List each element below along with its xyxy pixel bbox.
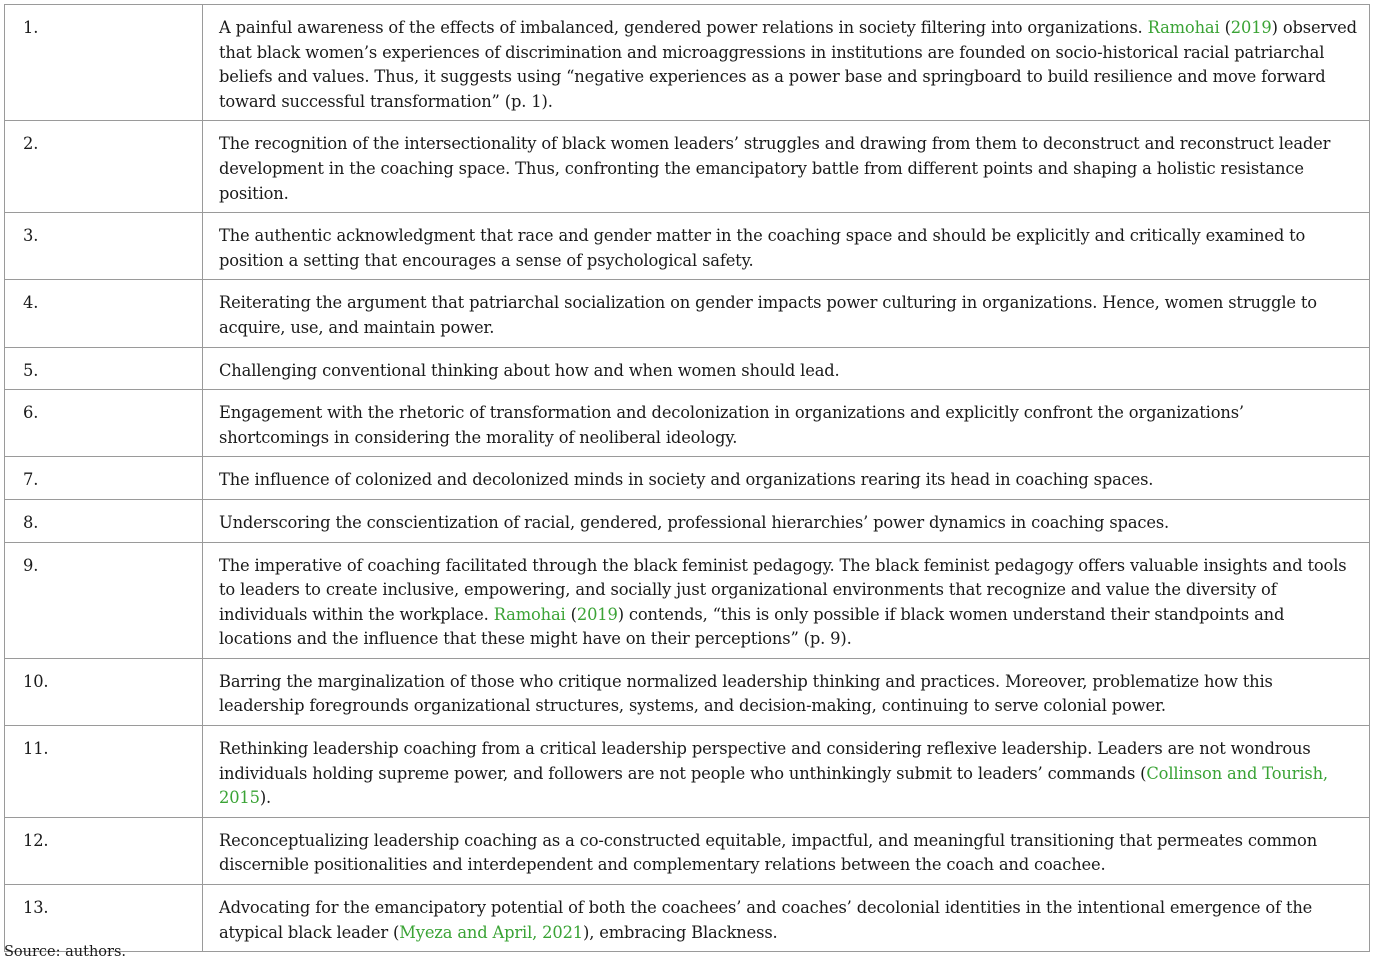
text-segment: ( <box>1219 18 1231 37</box>
row-number: 1. <box>5 5 203 121</box>
text-segment: Rethinking leadership coaching from a critical leadership perspective and considering reflexive leadership. Leaders are not wondrous individuals holding supreme power, and followers are not people who unthinkingly submit to leaders’ commands ( <box>219 739 1311 783</box>
row-text <box>203 457 1370 500</box>
citation-link[interactable]: Ramohai <box>1147 18 1220 37</box>
table-row <box>5 658 1370 725</box>
text-segment: Advocating for the emancipatory potential of both the coachees’ and coaches’ decolonial identities in the intentional emergence of the atypical black leader ( <box>219 898 1313 942</box>
table-row <box>5 347 1370 390</box>
row-number: 7. <box>5 457 203 500</box>
row-text <box>203 5 1370 121</box>
row-text <box>203 726 1370 818</box>
row-text <box>203 817 1370 884</box>
text-segment: Underscoring the conscientization of racial, gendered, professional hierarchies’ power dynamics in coaching spaces. <box>219 512 1170 532</box>
citation-link[interactable]: Collinson and Tourish, 2015 <box>219 763 1328 808</box>
row-text <box>203 347 1370 390</box>
text-segment: Reconceptualizing leadership coaching as a co-constructed equitable, impactful, and meaningful transitioning that permeates common discernible positionalities and interdependent and complementary relations between the coach and coachee. <box>219 830 1318 875</box>
row-number: 11. <box>5 726 203 818</box>
row-text <box>203 121 1370 213</box>
row-number: 13. <box>5 885 203 952</box>
table-row <box>5 726 1370 818</box>
table-row <box>5 213 1370 280</box>
text-segment: The influence of colonized and decolonized minds in society and organizations rearing its head in coaching spaces. <box>219 470 1154 490</box>
row-text <box>203 213 1370 280</box>
row-text <box>203 390 1370 457</box>
text-segment: ) observed that black women’s experiences of discrimination and microaggressions in institutions are founded on socio-historical racial patriarchal beliefs and values. Thus, it suggests using “negative experiences as a power base and springboard to build resilience and move forward toward successful transformation” (p. 1). <box>219 18 1357 111</box>
row-number: 2. <box>5 121 203 213</box>
table-row <box>5 280 1370 347</box>
row-text <box>203 885 1370 952</box>
table-row <box>5 5 1370 121</box>
table-row <box>5 885 1370 952</box>
citation-link[interactable]: 2019 <box>1230 18 1272 37</box>
row-text <box>203 658 1370 725</box>
text-segment: ), embracing Blackness. <box>583 922 778 942</box>
text-segment: The recognition of the intersectionality of black women leaders’ struggles and drawing from them to deconstruct and reconstruct leader development in the coaching space. Thus, confronting the emancipatory battle from different points and shaping a holistic resistance position. <box>219 134 1331 203</box>
row-text <box>203 542 1370 658</box>
table-row <box>5 457 1370 500</box>
text-segment: Challenging conventional thinking about how and when women should lead. <box>219 360 840 380</box>
table-row <box>5 499 1370 542</box>
row-number: 10. <box>5 658 203 725</box>
table-body <box>5 5 1370 952</box>
table-row <box>5 817 1370 884</box>
citation-link[interactable]: Myeza and April, 2021 <box>399 922 584 942</box>
table-source-note: Source: authors. <box>4 944 126 960</box>
row-text <box>203 280 1370 347</box>
text-segment: Barring the marginalization of those who critique normalized leadership thinking and practices. Moreover, problematize how this leadership foregrounds organizational structures, systems, and decision-making, continuing to serve colonial power. <box>219 671 1273 716</box>
text-segment: The authentic acknowledgment that race and gender matter in the coaching space and should be explicitly and critically examined to position a setting that encourages a sense of psychological safety. <box>219 226 1306 270</box>
text-segment: Reiterating the argument that patriarchal socialization on gender impacts power culturing in organizations. Hence, women struggle to acquire, use, and maintain power. <box>219 293 1317 337</box>
text-segment: A painful awareness of the effects of imbalanced, gendered power relations in society filtering into organizations. <box>219 18 1148 37</box>
citation-link[interactable]: 2019 <box>576 604 618 624</box>
table-row <box>5 121 1370 213</box>
table-row <box>5 390 1370 457</box>
row-number: 8. <box>5 499 203 542</box>
text-segment: Engagement with the rhetoric of transformation and decolonization in organizations and explicitly confront the organizations’ shortcomings in considering the morality of neoliberal ideology. <box>219 403 1244 447</box>
row-number: 3. <box>5 213 203 280</box>
text-segment: ( <box>565 604 577 624</box>
text-segment: The imperative of coaching facilitated through the black feminist pedagogy. The black feminist pedagogy offers valuable insights and tools to leaders to create inclusive, empowering, and socially just organizational environments that recognize and value the diversity of individuals within the workplace. <box>219 555 1347 624</box>
text-segment: ) contends, “this is only possible if black women understand their standpoints and locations and the influence that these might have on their perceptions” (p. 9). <box>219 604 1285 649</box>
row-number: 4. <box>5 280 203 347</box>
row-text <box>203 499 1370 542</box>
row-number: 5. <box>5 347 203 390</box>
citation-link[interactable]: Ramohai <box>493 604 566 624</box>
principles-table <box>4 4 1370 952</box>
text-segment: ). <box>259 788 272 808</box>
row-number: 6. <box>5 390 203 457</box>
table-row <box>5 542 1370 658</box>
row-number: 12. <box>5 817 203 884</box>
row-number: 9. <box>5 542 203 658</box>
principles-table-container <box>4 4 1370 952</box>
